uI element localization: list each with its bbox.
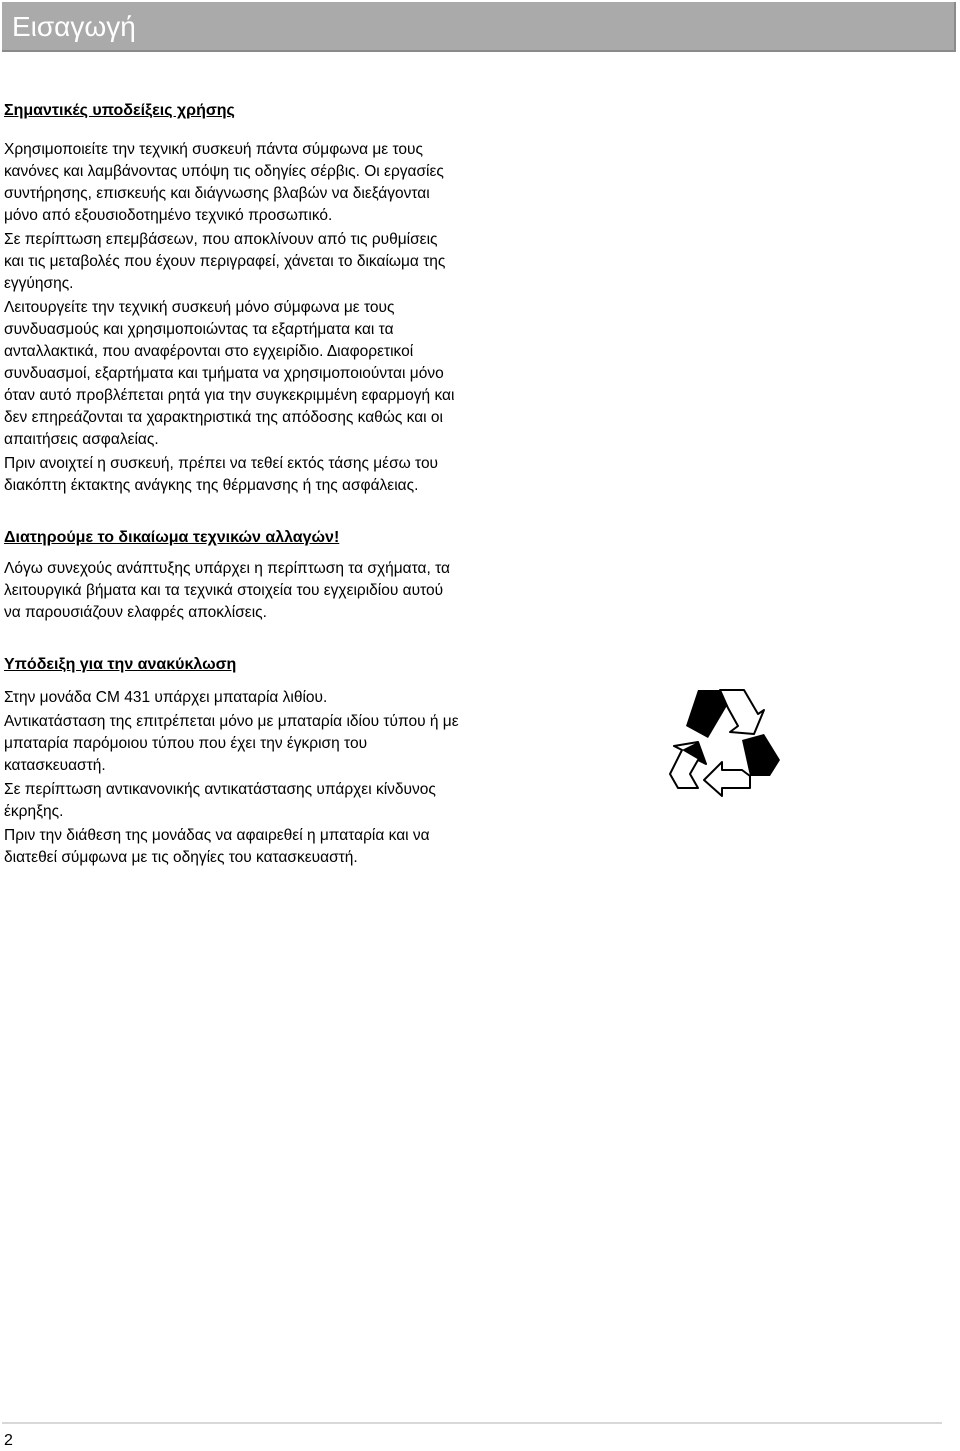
- paragraph: Σε περίπτωση αντικανονικής αντικατάστασης υπάρχει κίνδυνος έκρηξης.: [4, 781, 436, 820]
- paragraph: Χρησιμοποιείτε την τεχνική συσκευή πάντα σύμφωνα με τους κανόνες και λαμβάνοντας υπόψη τις οδηγίες σέρβις. Οι εργασίες συντήρησης, επισκευής και διάγνωσης βλαβών να διεξάγονται μόνο από εξουσιοδοτημένο τεχνικό προσωπικό.: [4, 141, 444, 224]
- section-usage-notes: [4, 101, 459, 497]
- recycle-arrow-top-outline: [720, 690, 764, 734]
- page-number: 2: [4, 1432, 13, 1449]
- paragraph: Στην μονάδα CM 431 υπάρχει μπαταρία λιθίου.: [4, 689, 328, 706]
- paragraph: Λόγω συνεχούς ανάπτυξης υπάρχει η περίπτωση τα σχήματα, τα λειτουργικά βήματα και τα τεχνικά στοιχεία του εγχειριδίου αυτού να παρουσιάζουν ελαφρές αποκλίσεις.: [4, 560, 450, 621]
- recycle-arrow-top-solid: [686, 690, 728, 738]
- recycling-symbol-icon: [668, 688, 780, 798]
- header-bar: [2, 2, 956, 52]
- paragraph: Λειτουργείτε την τεχνική συσκευή μόνο σύμφωνα με τους συνδυασμούς και χρησιμοποιώντας τα εξαρτήματα και τα ανταλλακτικά, που αναφέρονται στο εγχειρίδιο. Διαφορετικοί συνδυασμοί, εξαρτήματα και τμήματα να χρησιμοποιούνται μόνο όταν αυτό προβλέπεται ρητά για την συγκεκριμμένη εφαρμογή και δεν επηρεάζονται τα χαρακτηριστικά της απόδοσης καθώς και οι απαιτήσεις ασφαλείας.: [4, 299, 455, 448]
- section-recycling: [4, 655, 459, 869]
- paragraph: Αντικατάσταση της επιτρέπεται μόνο με μπαταρία ιδίου τύπου ή με μπαταρία παρόμοιου τύπου που έχει την έγκριση του κατασκευαστή.: [4, 713, 459, 774]
- paragraph: Σε περίπτωση επεμβάσεων, που αποκλίνουν από τις ρυθμίσεις και τις μεταβολές που έχουν περιγραφεί, χάνεται το δικαίωμα της εγγύησης.: [4, 231, 446, 292]
- section-heading-usage-notes: Σημαντικές υποδείξεις χρήσης: [4, 102, 235, 119]
- section-technical-changes: [4, 528, 459, 624]
- page-title: Εισαγωγή: [12, 11, 136, 42]
- recycle-arrow-bottom-outline: [704, 762, 750, 796]
- section-heading-technical-changes: Διατηρούμε το δικαίωμα τεχνικών αλλαγών!: [4, 529, 340, 546]
- section-heading-recycling: Υπόδειξη για την ανακύκλωση: [4, 656, 237, 673]
- recycle-arrow-right-solid: [742, 734, 780, 776]
- paragraph: Πριν ανοιχτεί η συσκευή, πρέπει να τεθεί εκτός τάσης μέσω του διακόπτη έκτακτης ανάγκης της θέρμανσης ή της ασφάλειας.: [4, 455, 439, 494]
- main-content: [4, 101, 459, 869]
- footer-divider: [2, 1422, 942, 1424]
- paragraph: Πριν την διάθεση της μονάδας να αφαιρεθεί η μπαταρία και να διατεθεί σύμφωνα με τις οδηγίες του κατασκευαστή.: [4, 827, 430, 866]
